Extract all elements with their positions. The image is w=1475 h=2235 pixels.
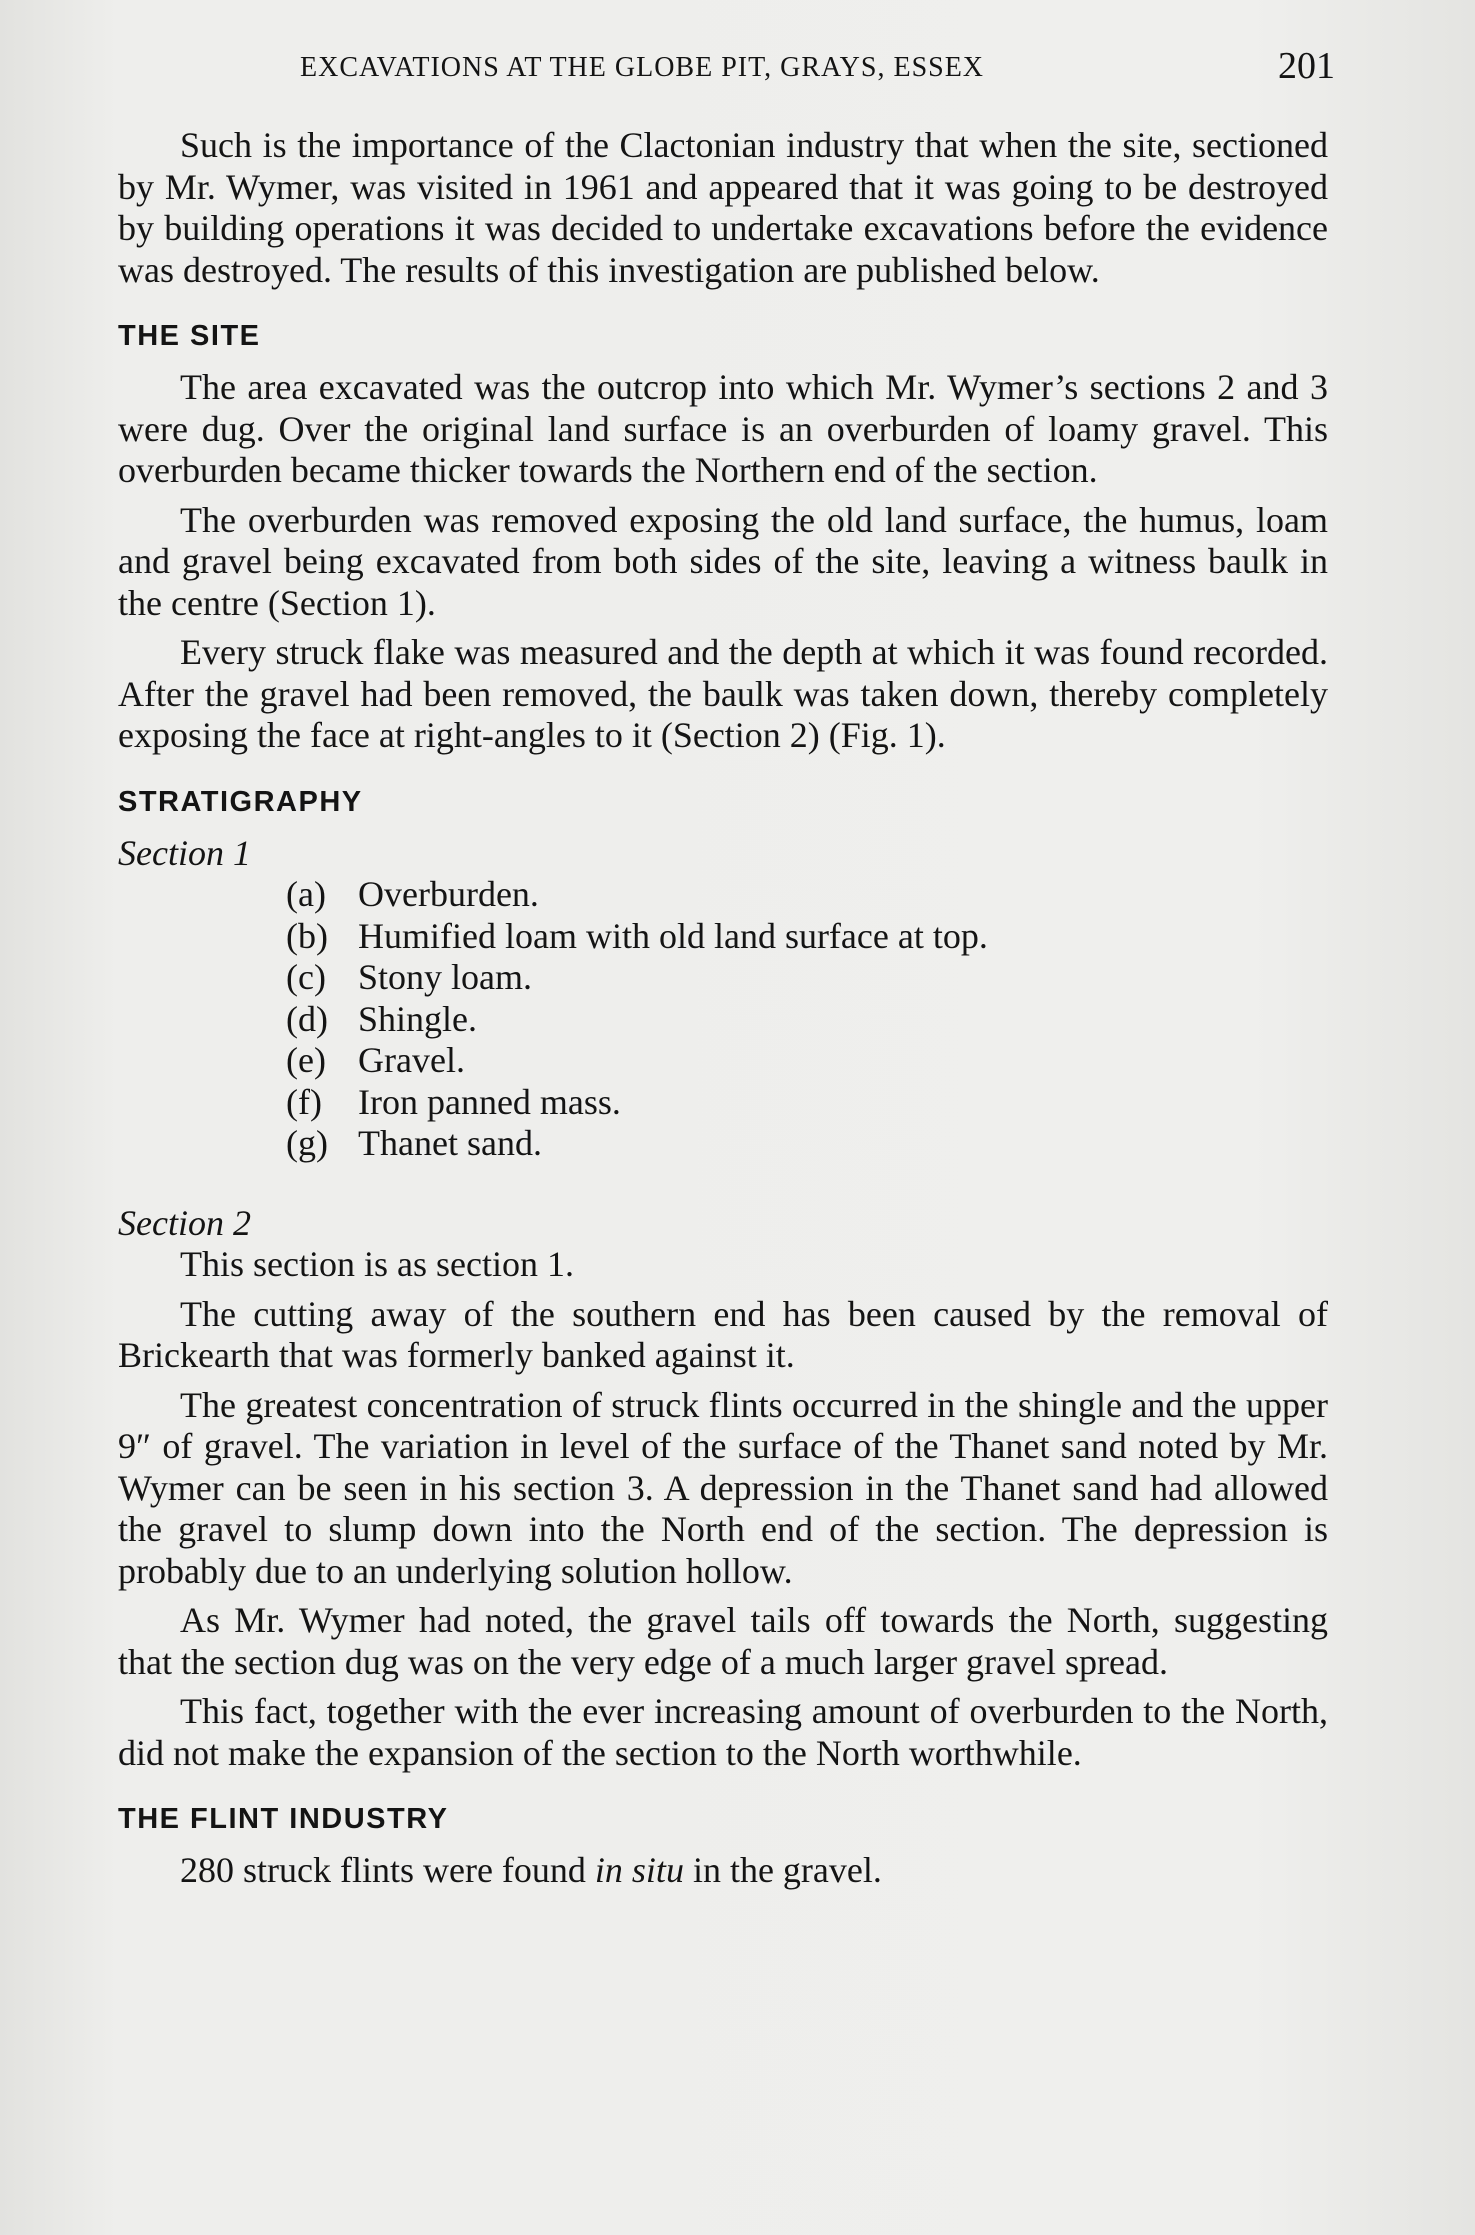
section-heading-the-site: THE SITE: [118, 320, 261, 352]
section-2-title: Section 2: [118, 1202, 251, 1243]
flint-paragraph: 280 struck flints were found in situ in the gravel.: [180, 1850, 882, 1890]
list-item: (d) Shingle.: [286, 998, 478, 1039]
running-header: [300, 45, 1340, 87]
intro-paragraph: Such is the importance of the Clactonian industry that when the site, sectioned by Mr. Wymer, was visited in 1961 and appeared that it was going to be destroyed by building operations it was decided to undertake excavations before the evidence was destroyed. The results of this investigation are published below.: [118, 125, 1328, 290]
list-item: (c) Stony loam.: [286, 957, 533, 997]
list-item: (a) Overburden.: [286, 874, 539, 914]
section-2-paragraph: This section is as section 1.: [180, 1244, 574, 1284]
page-number: 201: [1278, 45, 1335, 87]
section-heading-stratigraphy: STRATIGRAPHY: [118, 785, 363, 818]
list-item: (b) Humified loam with old land surface at top.: [286, 915, 988, 956]
section-1-title: Section 1: [118, 832, 251, 873]
running-title: EXCAVATIONS AT THE GLOBE PIT, GRAYS, ESSEX: [300, 52, 985, 83]
article-body: [118, 125, 1328, 1900]
layer-list: [118, 874, 1328, 1165]
section-2-paragraph: As Mr. Wymer had noted, the gravel tails off towards the North, suggesting that the section dug was on the very edge of a much larger gravel spread.: [118, 1600, 1328, 1682]
section-2-paragraph: This fact, together with the ever increasing amount of overburden to the North, did not make the expansion of the section to the North worthwhile.: [118, 1691, 1328, 1773]
list-item: (g) Thanet sand.: [286, 1123, 542, 1163]
section-heading-flint-industry: THE FLINT INDUSTRY: [118, 1803, 449, 1835]
site-paragraph: Every struck flake was measured and the depth at which it was found recorded. After the gravel had been removed, the baulk was taken down, thereby completely exposing the face at right-angles to it (Section 2) (Fig. 1).: [118, 632, 1328, 755]
list-item: (e) Gravel.: [286, 1040, 465, 1080]
section-2-paragraph: The greatest concentration of struck flints occurred in the shingle and the upper 9″ of gravel. The variation in level of the surface of the Thanet sand noted by Mr. Wymer can be seen in his section 3. A depression in the Thanet sand had allowed the gravel to slump down into the North end of the section. The depression is probably due to an underlying solution hollow.: [118, 1384, 1328, 1591]
section-2-paragraph: The cutting away of the southern end has been caused by the removal of Brickearth that was formerly banked against it.: [118, 1293, 1328, 1375]
site-paragraph: The area excavated was the outcrop into which Mr. Wymer’s sections 2 and 3 were dug. Over the original land surface is an overburden of loamy gravel. This overburden became thicker towards the Northern end of the section.: [118, 367, 1328, 490]
list-item: (f) Iron panned mass.: [286, 1081, 621, 1122]
site-paragraph: The overburden was removed exposing the old land surface, the humus, loam and gravel being excavated from both sides of the site, leaving a witness baulk in the centre (Section 1).: [118, 499, 1328, 623]
